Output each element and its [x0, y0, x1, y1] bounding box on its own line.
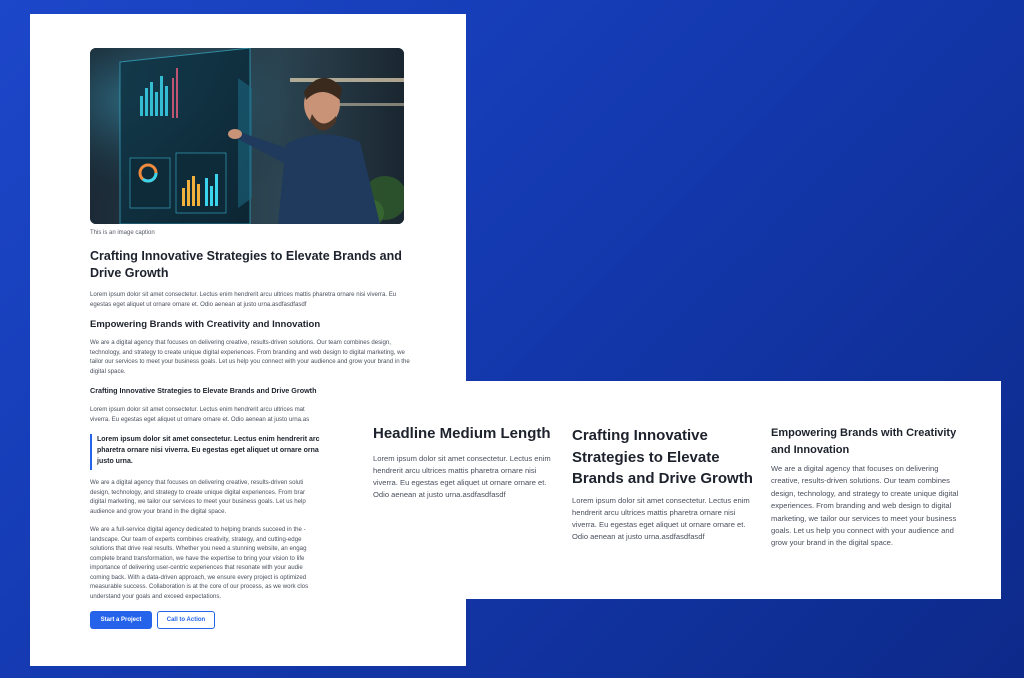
- call-to-action-button[interactable]: Call to Action: [157, 611, 215, 629]
- paragraph-line: viverra. Eu egestas eget aliquet ut ornare ornare et. Odio aenean at justo urna.as: [90, 415, 310, 423]
- quote-line: justo urna.: [97, 458, 133, 465]
- paragraph-line: digital marketing, we tailor our services to meet your business goals. Let us help: [90, 498, 306, 505]
- paragraph-line: We are a digital agency that focuses on delivering creative, results-driven soluti: [90, 479, 304, 486]
- paragraph-line: measurable success. Collaboration is at the core of our process, as we work clos: [90, 583, 309, 590]
- column-3-title: Empowering Brands with Creativity and Innovation: [771, 427, 957, 456]
- paragraph-line: complete brand transformation, we have the expertise to bring your vision to life: [90, 554, 305, 562]
- article-body: We are a digital agency that focuses on delivering creative, results-driven solutions. Our team combines design, technology, and strategy to create unique digital experiences. From branding and web design to digital marketing, we tailor our services to meet your business goals. Let us help you connect with your audience and grow your brand in the digital space.: [90, 339, 410, 375]
- column-1-title: Headline Medium Length: [373, 425, 551, 442]
- paragraph-line: coming back. With a data-driven approach, we ensure every project is optimized: [90, 573, 307, 581]
- article-subtitle: Empowering Brands with Creativity and Innovation: [90, 319, 321, 330]
- feature-card: [342, 381, 1001, 599]
- article-heading-3: Crafting Innovative Strategies to Elevate Brands and Drive Growth: [90, 386, 317, 395]
- blockquote: [90, 434, 332, 470]
- image-caption: This is an image caption: [90, 230, 155, 236]
- clipped-paragraph: [90, 405, 330, 424]
- column-1-body: Lorem ipsum dolor sit amet consectetur. Lectus enim hendrerit arcu ultrices mattis pharetra ornare nisi viverra. Eu egestas eget aliquet ut ornare ornare et. Odio aenean at justo urna.asdfasdfasdf: [373, 454, 551, 499]
- article-title: Crafting Innovative Strategies to Elevate Brands and Drive Growth: [90, 249, 402, 280]
- column-2-body: Lorem ipsum dolor sit amet consectetur. Lectus enim hendrerit arcu ultrices mattis pharetra ornare nisi viverra. Eu egestas eget aliquet ut ornare ornare et. Odio aenean at justo urna.asdfasdfasdf: [572, 496, 750, 541]
- quote-line: Lorem ipsum dolor sit amet consectetur. Lectus enim hendrerit arc: [97, 436, 320, 443]
- paragraph-line: understand your goals and exceed expectations.: [90, 592, 222, 600]
- quote-line: pharetra ornare nisi viverra. Eu egestas eget aliquet ut ornare orna: [97, 447, 319, 454]
- hero-illustration: [90, 48, 404, 224]
- paragraph-line: audience and grow your brand in the digital space.: [90, 507, 227, 515]
- paragraph-line: solutions that drive real results. Whether you need a stunning website, an engag: [90, 545, 307, 552]
- start-project-button[interactable]: Start a Project: [90, 611, 152, 629]
- column-3-body: We are a digital agency that focuses on delivering creative, results-driven solutions. Our team combines design, technology, and strategy to create unique digital experiences. From branding and web design to digital marketing, we tailor our services to meet your business goals. Let us help you connect with your audience and grow your brand in the digital space.: [771, 464, 959, 548]
- paragraph-line: We are a full-service digital agency dedicated to helping brands succeed in the -: [90, 526, 306, 533]
- hero-image: [90, 48, 404, 224]
- column-2-title: Crafting Innovative Strategies to Elevate Brands and Drive Growth: [572, 427, 753, 487]
- clipped-paragraph: [90, 525, 330, 601]
- paragraph-line: design, technology, and strategy to create unique digital experiences. From brar: [90, 488, 305, 496]
- article-intro: Lorem ipsum dolor sit amet consectetur. Lectus enim hendrerit arcu ultrices mattis pharetra ornare nisi viverra. Eu egestas eget aliquet ut ornare ornare et. Odio aenean at justo urna.asdfasdfasdf: [90, 291, 397, 308]
- clipped-paragraph: [90, 478, 330, 516]
- paragraph-line: Lorem ipsum dolor sit amet consectetur. Lectus enim hendrerit arcu ultrices mat: [90, 406, 305, 413]
- paragraph-line: importance of delivering user-centric experiences that resonate with your audie: [90, 564, 303, 571]
- paragraph-line: landscape. Our team of experts combines creativity, strategy, and cutting-edge: [90, 535, 302, 543]
